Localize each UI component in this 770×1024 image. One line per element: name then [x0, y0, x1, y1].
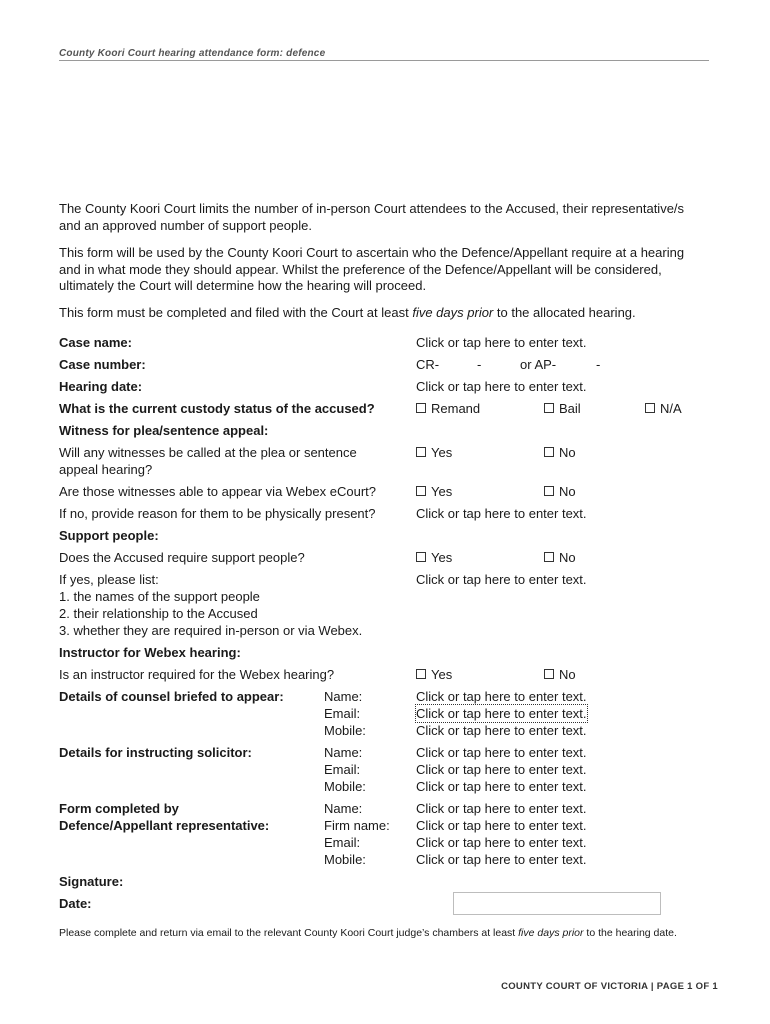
date-input[interactable]: [453, 892, 661, 915]
checkbox-icon: [544, 486, 554, 496]
witness-webex-yes-checkbox[interactable]: [416, 483, 452, 500]
counsel-mobile-label: Mobile:: [324, 723, 366, 738]
checkbox-icon: [416, 447, 426, 457]
intro-p3-emphasis: five days prior: [412, 305, 494, 320]
counsel-name-label: Name:: [324, 689, 363, 704]
checkbox-icon: [544, 552, 554, 562]
case-number-cr-dash[interactable]: -: [477, 357, 482, 372]
completed-mobile-input[interactable]: Click or tap here to enter text.: [416, 852, 587, 867]
instructor-no-label: No: [559, 667, 576, 682]
checkbox-icon: [416, 552, 426, 562]
checkbox-icon: [544, 403, 554, 413]
completed-mobile-label: Mobile:: [324, 852, 366, 867]
page-header: [59, 49, 709, 61]
witness-webex-no-label: No: [559, 484, 576, 499]
support-heading: Support people:: [59, 528, 159, 543]
case-number-ap-dash[interactable]: -: [596, 357, 601, 372]
signature-label: Signature:: [59, 874, 124, 889]
intro-paragraph-3: [59, 305, 709, 322]
date-label: Date:: [59, 896, 92, 911]
support-list-intro: If yes, please list:: [59, 572, 159, 587]
checkbox-icon: [416, 403, 426, 413]
case-number-ap-prefix: or AP-: [520, 357, 557, 372]
instructor-yes-checkbox[interactable]: [416, 666, 452, 683]
instructor-heading: Instructor for Webex hearing:: [59, 645, 241, 660]
instructor-required-label: Is an instructor required for the Webex hearing?: [59, 667, 335, 682]
completed-email-label: Email:: [324, 835, 361, 850]
hearing-date-label: Hearing date:: [59, 379, 143, 394]
checkbox-icon: [544, 447, 554, 457]
witness-heading: Witness for plea/sentence appeal:: [59, 423, 269, 438]
counsel-email-label: Email:: [324, 706, 361, 721]
counsel-email-input[interactable]: Click or tap here to enter text.: [416, 706, 587, 721]
custody-remand-label: Remand: [431, 401, 481, 416]
support-list-item-3: 3. whether they are required in-person or via Webex.: [59, 623, 363, 638]
instructor-yes-label: Yes: [431, 667, 453, 682]
case-name-input[interactable]: Click or tap here to enter text.: [416, 335, 587, 350]
footnote: [59, 927, 699, 940]
footnote-emphasis: five days prior: [518, 927, 584, 939]
completed-by-label-2: Defence/Appellant representative:: [59, 818, 270, 833]
checkbox-icon: [645, 403, 655, 413]
custody-na-checkbox[interactable]: [645, 400, 682, 417]
witness-called-no-label: No: [559, 445, 576, 460]
completed-name-label: Name:: [324, 801, 363, 816]
support-no-label: No: [559, 550, 576, 565]
form-title: County Koori Court hearing attendance form: defence: [59, 48, 326, 59]
witness-called-label: Will any witnesses be called at the plea or sentence appeal hearing?: [59, 445, 357, 477]
footnote-pre: Please complete and return via email to the relevant County Koori Court judge’s chambers at least: [59, 927, 519, 939]
support-yes-checkbox[interactable]: [416, 549, 452, 566]
case-number-label: Case number:: [59, 357, 146, 372]
completed-firm-label: Firm name:: [324, 818, 390, 833]
support-no-checkbox[interactable]: [544, 549, 576, 566]
solicitor-label: Details for instructing solicitor:: [59, 745, 252, 760]
intro-p3-post: to the allocated hearing.: [493, 305, 636, 320]
solicitor-name-input[interactable]: Click or tap here to enter text.: [416, 745, 587, 760]
witness-called-yes-checkbox[interactable]: [416, 444, 452, 461]
witness-called-yes-label: Yes: [431, 445, 453, 460]
support-list-item-1: 1. the names of the support people: [59, 589, 260, 604]
checkbox-icon: [416, 669, 426, 679]
custody-bail-checkbox[interactable]: [544, 400, 581, 417]
solicitor-mobile-label: Mobile:: [324, 779, 366, 794]
instructor-no-checkbox[interactable]: [544, 666, 576, 683]
witness-webex-label: Are those witnesses able to appear via Webex eCourt?: [59, 484, 376, 499]
solicitor-email-label: Email:: [324, 762, 361, 777]
intro-paragraph-1: The County Koori Court limits the number of in-person Court attendees to the Accused, their representative/s and an approved number of support people.: [59, 201, 685, 233]
case-name-label: Case name:: [59, 335, 132, 350]
checkbox-icon: [544, 669, 554, 679]
page-footer: COUNTY COURT OF VICTORIA | PAGE 1 OF 1: [501, 981, 718, 992]
case-number-cr-prefix: CR-: [416, 357, 440, 372]
checkbox-icon: [416, 486, 426, 496]
witness-reason-input[interactable]: Click or tap here to enter text.: [416, 506, 587, 521]
support-list-item-2: 2. their relationship to the Accused: [59, 606, 258, 621]
completed-by-label: Form completed by: [59, 801, 179, 816]
custody-na-label: N/A: [660, 401, 682, 416]
footnote-post: to the hearing date.: [583, 927, 677, 939]
custody-status-label: What is the current custody status of the accused?: [59, 401, 375, 416]
counsel-label: Details of counsel briefed to appear:: [59, 689, 284, 704]
hearing-date-input[interactable]: Click or tap here to enter text.: [416, 379, 587, 394]
witness-webex-no-checkbox[interactable]: [544, 483, 576, 500]
custody-bail-label: Bail: [559, 401, 581, 416]
intro-paragraph-2: This form will be used by the County Koori Court to ascertain who the Defence/Appellant require at a hearing and in what mode they should appear. Whilst the preference of the Defence/Appellant will be considered, ultimately the Court will determine how the hearing will proceed.: [59, 245, 685, 293]
witness-webex-yes-label: Yes: [431, 484, 453, 499]
solicitor-email-input[interactable]: Click or tap here to enter text.: [416, 762, 587, 777]
witness-reason-label: If no, provide reason for them to be physically present?: [59, 506, 376, 521]
support-yes-label: Yes: [431, 550, 453, 565]
completed-name-input[interactable]: Click or tap here to enter text.: [416, 801, 587, 816]
support-list-input[interactable]: Click or tap here to enter text.: [416, 572, 587, 587]
intro-p3-pre: This form must be completed and filed with the Court at least: [59, 305, 413, 320]
support-require-label: Does the Accused require support people?: [59, 550, 305, 565]
witness-called-no-checkbox[interactable]: [544, 444, 576, 461]
counsel-name-input[interactable]: Click or tap here to enter text.: [416, 689, 587, 704]
counsel-mobile-input[interactable]: Click or tap here to enter text.: [416, 723, 587, 738]
solicitor-mobile-input[interactable]: Click or tap here to enter text.: [416, 779, 587, 794]
solicitor-name-label: Name:: [324, 745, 363, 760]
completed-email-input[interactable]: Click or tap here to enter text.: [416, 835, 587, 850]
custody-remand-checkbox[interactable]: [416, 400, 480, 417]
completed-firm-input[interactable]: Click or tap here to enter text.: [416, 818, 587, 833]
